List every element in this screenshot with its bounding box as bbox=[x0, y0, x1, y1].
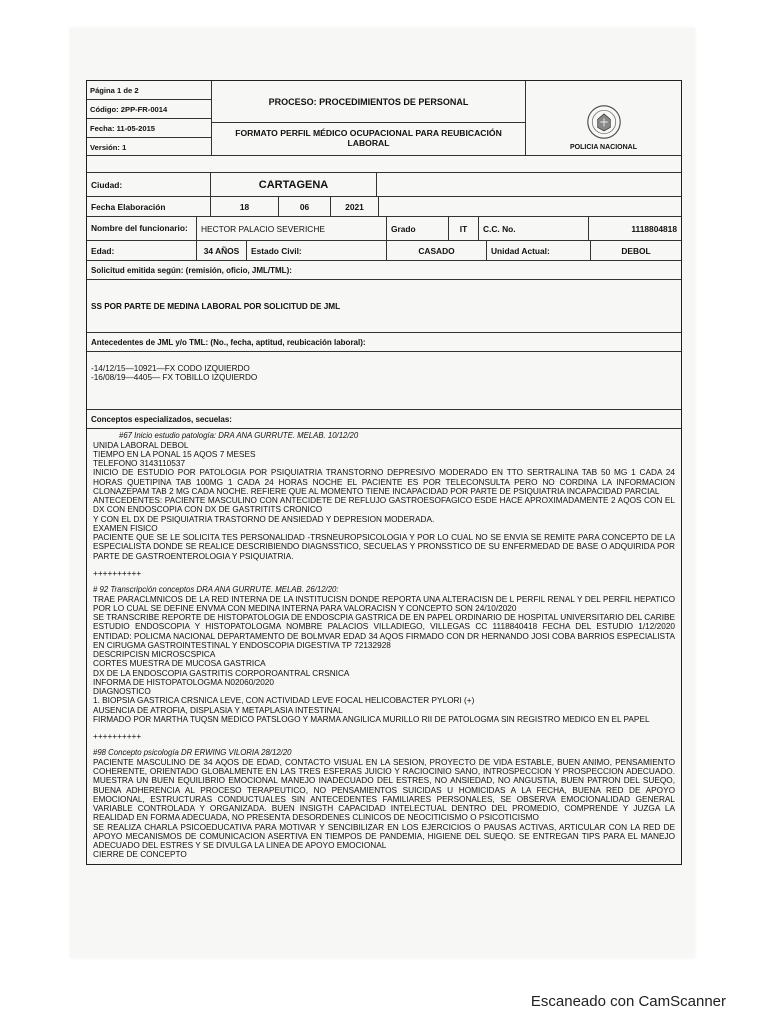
concept-line: ANTECEDENTES: PACIENTE MASCULINO CON ANTECIDETE DE REFLUJO GASTROESOFAGICO ESDE HACE APROXIMADAMENTE 2 AQOS CON EL DX CON ENDOSCOPIA CON DX DE GASTRITITS CRONICO bbox=[93, 496, 675, 515]
institution-name: POLICIA NACIONAL bbox=[569, 144, 638, 151]
concept-line: INICIO DE ESTUDIO POR PATOLOGIA POR PSIQUIATRIA TRANSTORNO DEPRESIVO MODERADO EN TTO SERTRALINA TAB 50 MG 1 CADA 24 HORAS QUETIPINA TAB 100MG 1 CADA 24 HORAS NOCHE EL PACIENTE ES POR TELECONSULTA PERO NO CORDINA LA INFORMACION CLONAZEPAM TAB 2 MG CADA NOCHE. REFIERE QUE AL MOMENTO TIENE INCAPACIDAD POR PARTE DE PSIQUIATRIA INCAPACIDAD PARCIAL bbox=[93, 468, 675, 496]
concepts-body bbox=[87, 429, 681, 864]
form-title-block bbox=[212, 81, 526, 155]
concept-line: TIEMPO EN LA PONAL 15 AQOS 7 MESES bbox=[93, 449, 256, 459]
date-row bbox=[87, 197, 681, 217]
concept-line: DIAGNOSTICO bbox=[93, 687, 151, 697]
history-list bbox=[87, 352, 681, 410]
separator: ++++++++++ bbox=[93, 568, 142, 578]
history-label: Antecedentes de JML y/o TML: (No., fecha, aptitud, reubicación laboral): bbox=[87, 333, 681, 352]
civil-status-label: Estado Civil: bbox=[247, 241, 387, 260]
name-label: Nombre del funcionario: bbox=[87, 217, 197, 240]
scanner-watermark: Escaneado con CamScanner bbox=[530, 993, 726, 1010]
concept-line: 1. BIOPSIA GASTRICA CRSNICA LEVE, CON ACTIVIDAD LEVE FOCAL HELICOBACTER PYLORI (+) bbox=[93, 696, 475, 706]
concept-line: DESCRIPCISN MICROSCSPICA bbox=[93, 650, 216, 660]
rank-label: Grado bbox=[387, 217, 449, 240]
age-value: 34 AÑOS bbox=[197, 241, 247, 260]
concept-line: FIRMADO POR MARTHA TUQSN MEDICO PATSLOGO Y MARMA ANGILICA MURILLO RII DE PATOLOGMA SIN REGISTRO MEDICO EN EL PAPEL bbox=[93, 714, 650, 724]
document-code: Código: 2PP-FR-0014 bbox=[87, 100, 211, 119]
medical-profile-form bbox=[86, 80, 682, 865]
concept-line: SE TRANSCRIBE REPORTE DE HISTOPATOLOGIA DE ENDOSCPIA GASTRICA DE EN PAPEL ORDINARIO DE HOSPITAL UNIVERSITARIO DEL CARIBE ESTUDIO ENDOSCOPIA Y HISTOPATOLOGMA NOMBRE PALACIOS VILLADIEGO, VILLEGAS CC 1118840418 FECHA DEL ESTUDIO 1/12/2020 ENTIDAD: POLICMA NACIONAL DEPARTAMENTO DE BOLMVAR EDAD 34 AQOS FIRMADO CON DR HERNANDO JOSI COBA BARRIOS ESPECIALISTA EN CIRUGMA GASTROINTESTINAL Y ENDOSCOPIA DIGESTIVA TP 72132928 bbox=[93, 613, 675, 650]
age-label: Edad: bbox=[87, 241, 197, 260]
concept-line: PACIENTE QUE SE LE SOLICITA TES PERSONALIDAD -TRSNEUROPSICOLOGIA Y POR LO CUAL NO SE ENVIA SE REMITE PARA CONCEPTO DE LA ESPECIALISTA DONDE SE REALICE DESCRIBIENDO DIAGNSSTICO, SECUELAS Y PRONSSTICO DE SU ENFERMEDAD DE BASE O ADQUIRIDA POR PARTE DE GASTROENTEROLOGIA Y PSIQUIATRIA. bbox=[93, 533, 675, 561]
concept-head-98: #98 Concepto psicología DR ERWING VILORIA 28/12/20 bbox=[93, 748, 292, 758]
date-empty bbox=[379, 197, 681, 216]
request-label: Solicitud emitida según: (remisión, oficio, JML/TML): bbox=[87, 261, 681, 280]
date-label: Fecha Elaboración bbox=[87, 197, 211, 216]
concept-line: TRAE PARACLMNICOS DE LA RED INTERNA DE LA INSTITUCISN DONDE REPORTA UNA ALTERACISN DE L PERFIL RENAL Y DEL PERFIL HEPATICO POR LO CUAL SE DEFINE ENVMA CON MEDINA INTERNA PARA VALORACISN Y CONCEPTO SON 24/10/2020 bbox=[93, 594, 675, 613]
city-row bbox=[87, 173, 681, 197]
name-row bbox=[87, 217, 681, 241]
police-seal-icon bbox=[586, 104, 622, 140]
city-label: Ciudad: bbox=[87, 173, 211, 196]
request-text: SS POR PARTE DE MEDINA LABORAL POR SOLICITUD DE JML bbox=[87, 280, 681, 333]
date-day: 18 bbox=[211, 197, 279, 216]
concept-head-92: # 92 Transcripción conceptos DRA ANA GURRUTE. MELAB. 26/12/20: bbox=[93, 585, 339, 594]
concept-line: AUSENCIA DE ATROFIA, DISPLASIA Y METAPLASIA INTESTINAL bbox=[93, 705, 343, 715]
id-value: 1118804818 bbox=[631, 223, 677, 234]
process-title: PROCESO: PROCEDIMIENTOS DE PERSONAL bbox=[212, 81, 525, 123]
spacer bbox=[93, 561, 675, 569]
id-label: C.C. No. bbox=[479, 217, 589, 240]
unit-label: Unidad Actual: bbox=[487, 241, 591, 260]
concept-line: CORTES MUESTRA DE MUCOSA GASTRICA bbox=[93, 659, 266, 669]
date-year: 2021 bbox=[331, 197, 379, 216]
concept-line: CIERRE DE CONCEPTO bbox=[93, 850, 187, 860]
document-version: Versión: 1 bbox=[90, 142, 127, 152]
spacer bbox=[93, 724, 675, 732]
civil-status-value: CASADO bbox=[387, 241, 487, 260]
concepts-label: Conceptos especializados, secuelas: bbox=[87, 410, 681, 429]
concept-line: TELEFONO 3143110537 bbox=[93, 459, 186, 469]
city-empty bbox=[377, 173, 681, 196]
rank-value: IT bbox=[449, 217, 479, 240]
age-row bbox=[87, 241, 681, 261]
name-value: HECTOR PALACIO SEVERICHE bbox=[197, 217, 387, 240]
concept-line: SE REALIZA CHARLA PSICOEDUCATIVA PARA MOTIVAR Y SENCIBILIZAR EN LOS EJERCICIOS O PAUSAS ACTIVAS, ARTICULAR CON LA RED DE APOYO MECANISMOS DE COMUNICACION ASERTIVA EN TIEMPOS DE PANDEMIA, HIGIENE DEL SUEQO. SE ENTREGAN TIPS PARA EL MANEJO ADECUADO DEL ESTRES Y SE DIVULGA LA LINEA DE APOYO EMOCIONAL bbox=[93, 822, 675, 851]
page-number: Página 1 de 2 bbox=[87, 81, 211, 100]
form-header bbox=[87, 81, 681, 156]
document-date: Fecha: 11-05-2015 bbox=[87, 119, 211, 138]
date-month: 06 bbox=[279, 197, 331, 216]
concept-line: EXAMEN FISICO bbox=[93, 523, 158, 533]
form-title: FORMATO PERFIL MÉDICO OCUPACIONAL PARA REUBICACIÓN LABORAL bbox=[235, 128, 502, 148]
institution-block bbox=[526, 81, 681, 155]
history-item: -14/12/15—10921—FX CODO IZQUIERDO bbox=[91, 364, 250, 373]
history-item: -16/08/19—4405— FX TOBILLO IZQUIERDO bbox=[91, 373, 258, 383]
concept-head-67: #67 Inicio estudio patología: DRA ANA GURRUTE. MELAB. 10/12/20 bbox=[119, 431, 359, 440]
concept-line: DX DE LA ENDOSCOPIA GASTRITIS CORPOROANTRAL CRSNICA bbox=[93, 668, 350, 678]
concept-line: Y CON EL DX DE PSIQUIATRIA TRASTORNO DE ANSIEDAD Y DEPRESION MODERADA. bbox=[93, 514, 435, 524]
concept-line: UNIDA LABORAL DEBOL bbox=[93, 440, 189, 450]
concept-line: INFORMA DE HISTOPATOLOGMA N02060/2020 bbox=[93, 677, 274, 687]
header-gap bbox=[87, 156, 681, 173]
document-control bbox=[87, 81, 212, 155]
separator: ++++++++++ bbox=[93, 732, 142, 741]
concept-line: PACIENTE MASCULINO DE 34 AQOS DE EDAD, CONTACTO VISUAL EN LA SESION, PROYECTO DE VIDA ESTABLE, BUEN ANIMO, PENSAMIENTO COHERENTE, ORIENTADO GLOBALMENTE EN LAS TRES ESFERAS JUICIO Y RACIOCINIO SANO, INTROSPECCION Y PROSPECCION ADECUADO. MUESTRA UN BUEN EQUILIBRIO EMOCIONAL MANEJO INADECUADO DEL ESTRES, NO ANSIEDAD, NO ANGUSTIA, BUEN PATRON DEL SUEQO, BUENA ADHERENCIA AL PROCESO TERAPEUTICO, NO PENSAMIENTOS SUICIDAS U HOMICIDAS A LA FECHA, BUENA RED DE APOYO EMOCIONAL, ESTRUCTURAS CONDUCTUALES SIN ANTECEDENTES FAMILIARES PERSONALES, SE OBSERVA EMOCIONALIDAD GENERAL VARIABLE CONTROLADA Y ORGANIZADA. BUEN INSIGTH CAPACIDAD INTELECTUAL DENTRO DEL PROMEDIO, COMPRENDE Y JUZGA LA REALIDAD EN FORMA ADECUADA, NO PRESENTA DESORDENES CLINICOS DE NEOCITICISMO O PSICOTICISMO bbox=[93, 757, 675, 823]
city-value: CARTAGENA bbox=[211, 173, 377, 196]
unit-value: DEBOL bbox=[621, 245, 651, 256]
